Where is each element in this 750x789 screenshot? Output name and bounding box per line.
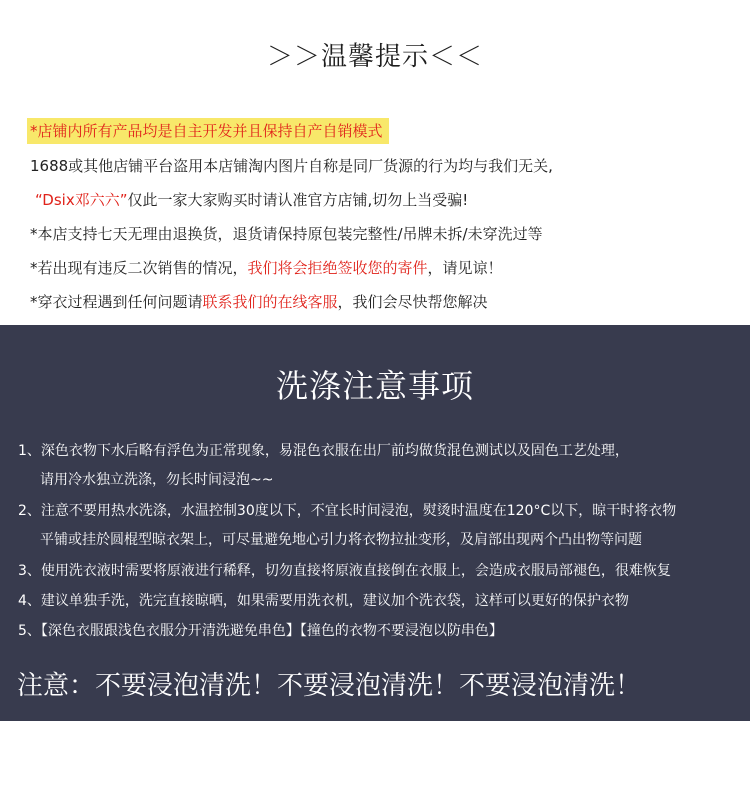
tips-title: ＞＞温馨提示＜＜ <box>266 42 483 72</box>
notice-line-3-text: 仅此一家大家购买时请认准官方店铺,切勿上当受骗! <box>127 191 469 209</box>
care-item-1-cont: 请用冷水独立洗涤，勿长时间浸泡~~ <box>40 472 274 488</box>
notice-line-6-post: ，我们会尽快帮您解决 <box>337 293 488 311</box>
care-section <box>0 325 750 721</box>
notice-line-3 <box>35 190 468 210</box>
notice-line-5 <box>30 258 503 278</box>
soak-warning: 注意：不要浸泡清洗！不要浸泡清洗！不要浸泡清洗！ <box>17 671 642 701</box>
notice-highlight: *店铺内所有产品均是自主开发并且保持自产自销模式 <box>27 118 389 144</box>
notice-line-5-post: ，请见谅！ <box>427 259 503 277</box>
care-item-2: 2、注意不要用热水洗涤，水温控制30度以下，不宜长时间浸泡，熨烫时温度在120°C以下，晾干时将衣物 <box>18 503 677 519</box>
notice-line-2: 1688或其他店铺平台盗用本店铺淘内图片自称是同厂货源的行为均与我们无关, <box>30 157 553 175</box>
care-item-2-cont: 平铺或挂於圆棍型晾衣架上，可尽量避免地心引力将衣物拉扯变形，及肩部出现两个凸出物等问题 <box>40 532 642 548</box>
notice-line-5-pre: *若出现有违反二次销售的情况， <box>30 259 248 277</box>
notice-line-4: *本店支持七天无理由退换货，退货请保持原包装完整性/吊牌未拆/未穿洗过等 <box>30 225 543 243</box>
tips-section <box>0 0 750 325</box>
notice-line-6 <box>30 292 488 312</box>
care-item-3: 3、使用洗衣液时需要将原液进行稀释，切勿直接将原液直接倒在衣服上，会造成衣服局部褪色，很难恢复 <box>18 563 671 579</box>
customer-service-link: 联系我们的在线客服 <box>202 293 338 311</box>
care-item-5: 5、【深色衣服跟浅色衣服分开清洗避免串色】【撞色的衣物不要浸泡以防串色】 <box>18 623 503 639</box>
notice-line-5-red: 我们将会拒绝签收您的寄件 <box>247 259 428 277</box>
notice-line-6-pre: *穿衣过程遇到任何问题请 <box>30 293 203 311</box>
brand-name: “Dsix邓六六” <box>35 191 128 209</box>
care-item-4: 4、建议单独手洗，洗完直接晾晒，如果需要用洗衣机，建议加个洗衣袋，这样可以更好的保护衣物 <box>18 593 629 609</box>
care-title: 洗涤注意事项 <box>275 367 474 405</box>
care-item-1: 1、深色衣物下水后略有浮色为正常现象，易混色衣服在出厂前均做货混色测试以及固色工艺处理， <box>18 443 629 459</box>
